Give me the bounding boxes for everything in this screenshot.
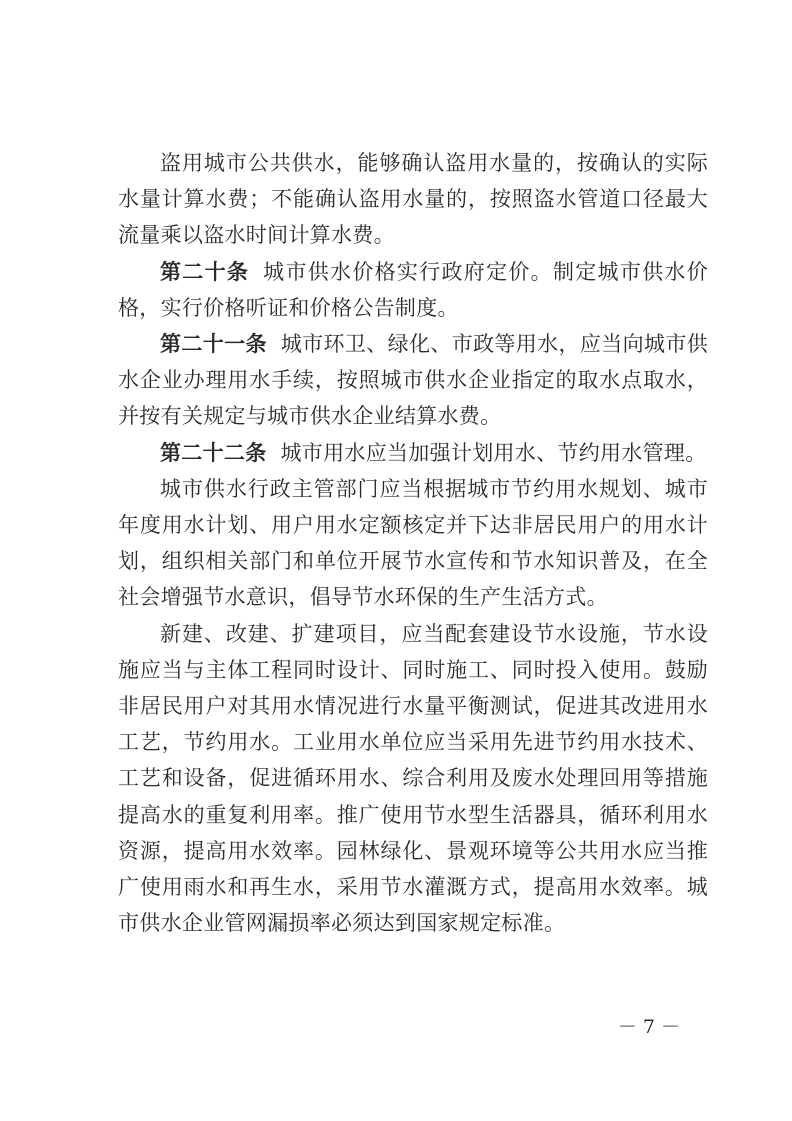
paragraph-1	[118, 145, 708, 254]
paragraph-article-20	[118, 254, 708, 326]
paragraph-article-21	[118, 326, 708, 435]
paragraph-text: 城市环卫、绿化、市政等用水，应当向城市供水企业办理用水手续，按照城市供水企业指定的取水点取水，并按有关规定与城市供水企业结算水费。	[118, 332, 708, 429]
paragraph-text: 城市用水应当加强计划用水、节约用水管理。	[280, 440, 707, 465]
article-heading: 第二十条	[160, 259, 250, 284]
article-heading: 第二十二条	[160, 440, 267, 465]
paragraph-6	[118, 616, 708, 942]
article-heading: 第二十一条	[160, 332, 267, 357]
document-body	[118, 145, 708, 941]
paragraph-text: 城市供水行政主管部门应当根据城市节约用水规划、城市年度用水计划、用户用水定额核定并下达非居民用户的用水计划，组织相关部门和单位开展节水宣传和节水知识普及，在全社会增强节水意识，倡导节水环保的生产生活方式。	[118, 476, 708, 610]
paragraph-text: 新建、改建、扩建项目，应当配套建设节水设施，节水设施应当与主体工程同时设计、同时施工、同时投入使用。鼓励非居民用户对其用水情况进行水量平衡测试，促进其改进用水工艺，节约用水。工业用水单位应当采用先进节约用水技术、工艺和设备，促进循环用水、综合利用及废水处理回用等措施提高水的重复利用率。推广使用节水型生活器具，循环利用水资源，提高用水效率。园林绿化、景观环境等公共用水应当推广使用雨水和再生水，采用节水灌溉方式，提高用水效率。城市供水企业管网漏损率必须达到国家规定标准。	[118, 621, 708, 936]
paragraph-text: 城市供水价格实行政府定价。制定城市供水价格，实行价格听证和价格公告制度。	[118, 259, 709, 320]
paragraph-5	[118, 471, 708, 616]
paragraph-text: 盗用城市公共供水，能够确认盗用水量的，按确认的实际水量计算水费；不能确认盗用水量的，按照盗水管道口径最大流量乘以盗水时间计算水费。	[118, 151, 708, 248]
page-number: － 7 －	[617, 1016, 680, 1038]
paragraph-article-22	[118, 435, 708, 471]
